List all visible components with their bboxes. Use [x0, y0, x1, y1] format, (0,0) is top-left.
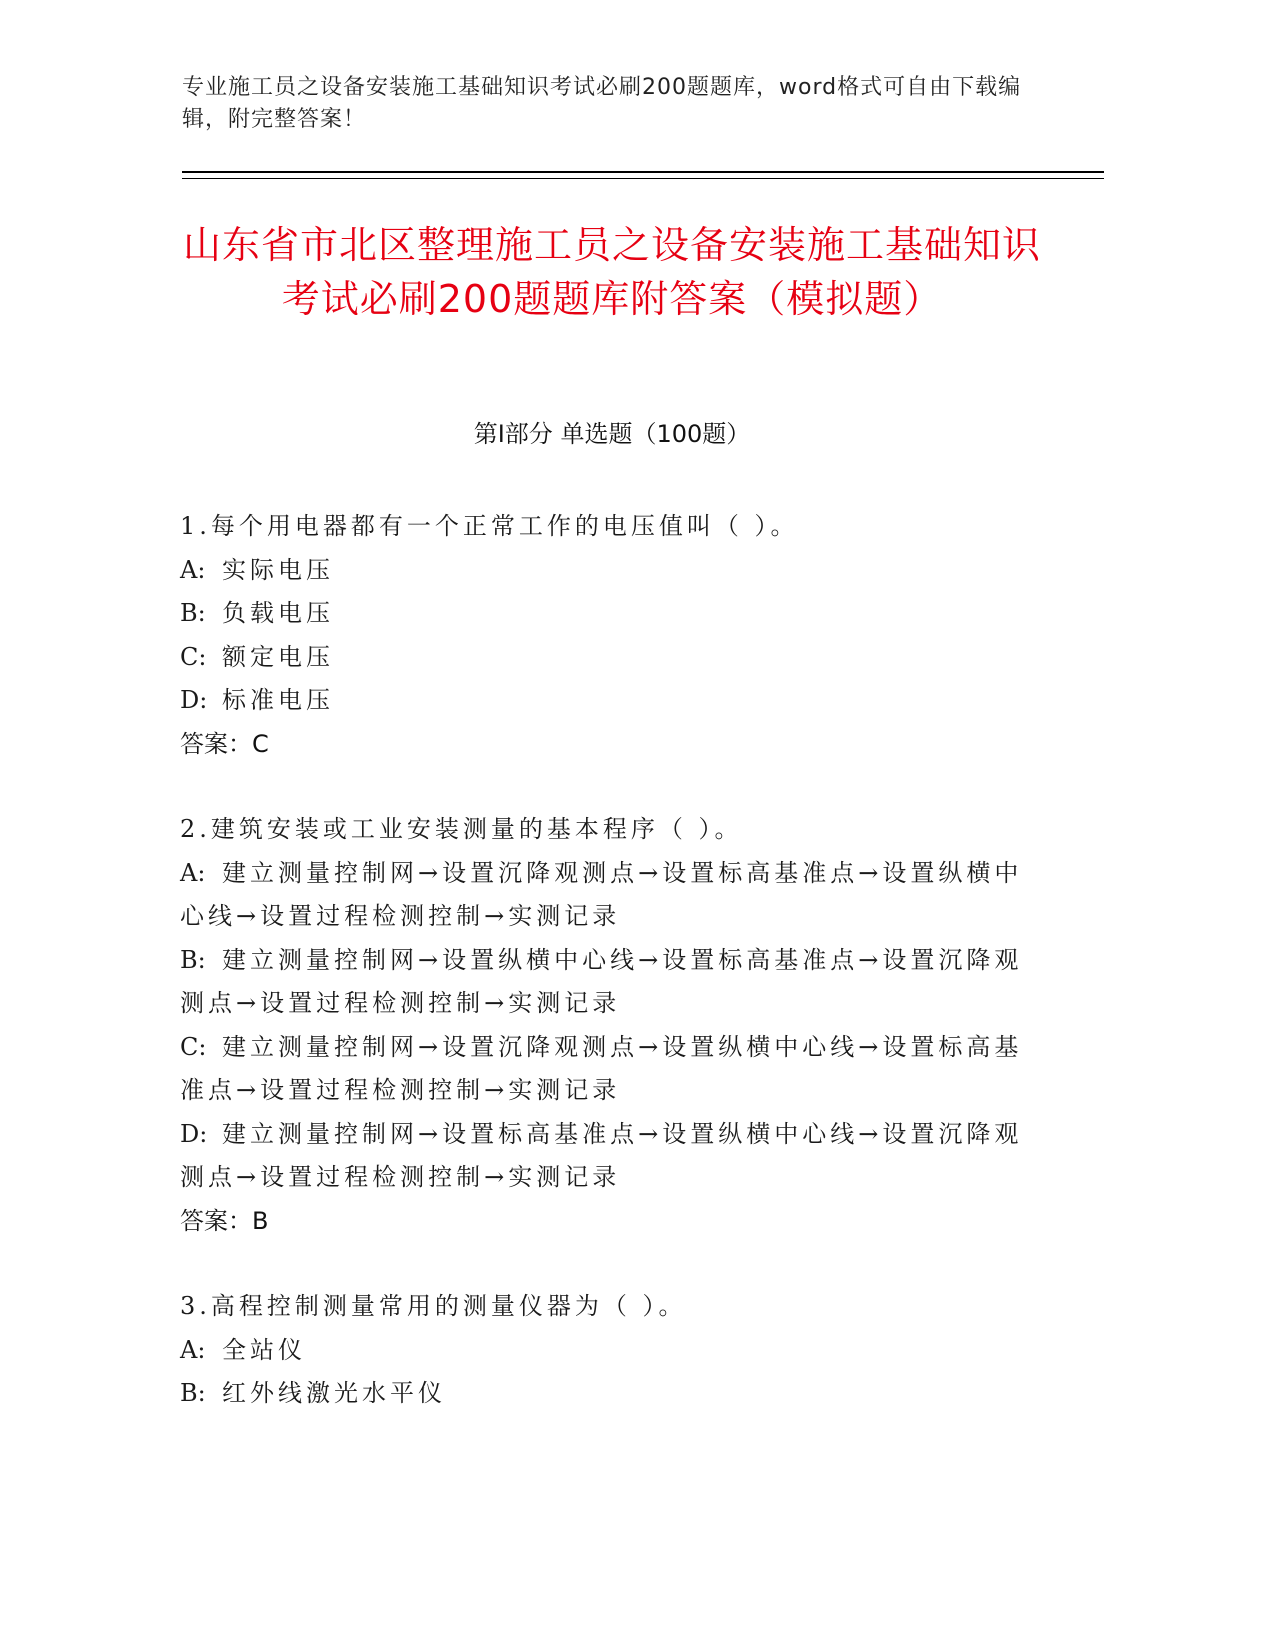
option-text: 建立测量控制网→设置沉降观测点→设置标高基准点→设置纵横中心线→设置过程检测控制→实测记录 — [180, 858, 1023, 930]
option-key: A: — [180, 555, 206, 584]
question-3 — [180, 1285, 1040, 1416]
option-a — [180, 1329, 1040, 1373]
question-2 — [180, 808, 1040, 1243]
document-title: 山东省市北区整理施工员之设备安装施工基础知识考试必刷200题题库附答案（模拟题） — [182, 223, 1041, 321]
option-text: 建立测量控制网→设置纵横中心线→设置标高基准点→设置沉降观测点→设置过程检测控制→实测记录 — [180, 945, 1023, 1017]
option-b — [180, 1372, 1040, 1416]
option-text: 全站仪 — [222, 1335, 306, 1364]
option-key: B: — [180, 945, 206, 974]
option-text: 标准电压 — [222, 686, 334, 714]
answer-prefix: 答案： — [180, 1206, 252, 1235]
answer-value: B — [252, 1206, 269, 1235]
option-text: 实际电压 — [222, 555, 334, 584]
option-d — [180, 1113, 1040, 1200]
answer-line — [180, 723, 1040, 767]
section-title: 第Ⅰ部分 单选题（100题） — [473, 420, 751, 448]
option-key: C: — [180, 642, 207, 671]
header-note: 专业施工员之设备安装施工基础知识考试必刷200题题库，word格式可自由下载编辑，附完整答案！ — [182, 75, 1022, 132]
option-key: C: — [180, 1032, 207, 1061]
option-key: A: — [180, 858, 206, 887]
option-text: 建立测量控制网→设置标高基准点→设置纵横中心线→设置沉降观测点→设置过程检测控制→实测记录 — [180, 1119, 1023, 1191]
option-key: B: — [180, 1379, 206, 1407]
option-a — [180, 852, 1040, 939]
option-b — [180, 939, 1040, 1026]
option-text: 建立测量控制网→设置沉降观测点→设置纵横中心线→设置标高基准点→设置过程检测控制→实测记录 — [180, 1032, 1023, 1104]
question-1 — [180, 505, 1040, 766]
answer-line — [180, 1200, 1040, 1244]
option-key: D: — [180, 686, 208, 714]
option-key: B: — [180, 599, 206, 627]
option-key: D: — [180, 1119, 208, 1148]
option-text: 负载电压 — [222, 599, 334, 627]
answer-prefix: 答案： — [180, 729, 252, 758]
header-divider-thin — [182, 178, 1104, 179]
option-c — [180, 1026, 1040, 1113]
option-a — [180, 549, 1040, 593]
option-text: 额定电压 — [222, 642, 334, 671]
option-text: 红外线激光水平仪 — [222, 1379, 446, 1407]
question-text: 1.每个用电器都有一个正常工作的电压值叫（ ）。 — [180, 512, 799, 540]
option-d — [180, 679, 1040, 723]
header-divider-thick — [182, 171, 1104, 173]
question-list — [180, 505, 1040, 1458]
question-text: 2.建筑安装或工业安装测量的基本程序（ ）。 — [180, 815, 743, 843]
option-key: A: — [180, 1335, 206, 1364]
option-b — [180, 592, 1040, 636]
answer-value: C — [252, 729, 269, 758]
option-c — [180, 636, 1040, 680]
question-text: 3.高程控制测量常用的测量仪器为（ ）。 — [180, 1292, 687, 1320]
